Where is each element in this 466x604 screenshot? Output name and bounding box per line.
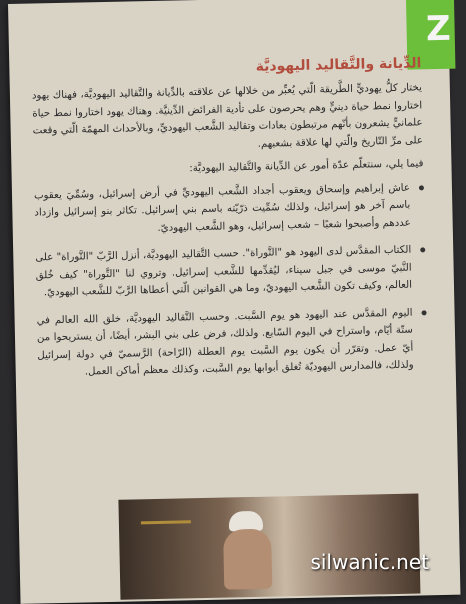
section-title: الدِّيانة والتَّقاليد اليهوديَّة (255, 55, 422, 75)
intro-paragraph: يختار كلُّ يهوديٍّ الطَّريقة الّتي يُعبِّر من خلالها عن علاقته بالدِّيانة والتَّقاليد اليهوديَّة، فهناك يهود اختاروا نمط حياة دينيٍّ وهم يحرصون على تأدية الفرائض الدِّينيَّة. وهناك يهود اختاروا نمط حياة علمانيٍّ يشعرون بأنّهم مرتبطون بعادات وتقاليد الشَّعب اليهوديِّ، وبالأحداث المهمّة الّتي وقعت على مرِّ التّاريخ والّتي لها علاقة بشعبهم. (31, 82, 424, 150)
illustration-photo (118, 494, 420, 600)
watermark: silwanic.net (310, 550, 429, 574)
chapter-tab-letter: Z (425, 8, 452, 50)
bullet-text: الكتاب المقدَّس لدى اليهود هو "التَّوراة". حسب التَّقاليد اليهوديَّة، أنزل الرَّبّ "التَّوراة" على النَّبيّ موسى في جبل سيناء، ليُقدِّمها للشَّعب إسرائيل. وتروي لنا "التَّوراة" كيف خُلق العالم، وكيف تكون الشَّعب اليهوديّ، وما هي القوانين الّتي أعطاها الرَّبّ للشَّعب اليهوديّ. (35, 244, 413, 299)
bullet-dot-icon (420, 247, 425, 252)
bullet-item (34, 179, 425, 240)
bullet-item (36, 304, 427, 382)
bullet-dot-icon (421, 310, 426, 315)
bullet-dot-icon (419, 185, 424, 190)
menorah-icon (141, 520, 192, 554)
lead-paragraph: فيما يلي، سنتعلّم عدّة أمور عن الدِّيانة والتَّقاليد اليهوديَّة: (189, 158, 424, 175)
page-content (31, 53, 428, 392)
bullet-text: اليوم المقدَّس عند اليهود هو يوم السَّبت. وحسب التَّقاليد اليهوديَّة، خلق الله العالم في ستّة أيّام، واستراح في اليوم السّابع. ولذلك، فرض على بني البشر، أيضًا، أن يستريحوا من أيّ عمل. وتقرّر أن يكون يوم السَّبت يوم العطلة (الرّاحة) الرَّسميّ في دولة إسرائيل ولذلك، فالمدارس اليهوديّة تُغلق أبوابها يوم السَّبت، وكذلك معظم أماكن العمل. (36, 307, 414, 378)
textbook-page (8, 0, 460, 604)
person-figure (223, 529, 272, 590)
bullet-text: عاش إبراهيم وإسحاق ويعقوب أجداد الشَّعب اليهوديِّ في أرض إسرائيل، وسُمِّيَ يعقوب باسم آخر هو إسرائيل، ولذلك سُمِّيت ذرّيّته باسم بني إسرائيل. تكاثر بنو إسرائيل وازداد عددهم وأصبحوا شعبًا – شعب إسرائيل، وهو الشَّعب اليهوديّ. (33, 182, 411, 234)
bullet-item (35, 241, 426, 302)
